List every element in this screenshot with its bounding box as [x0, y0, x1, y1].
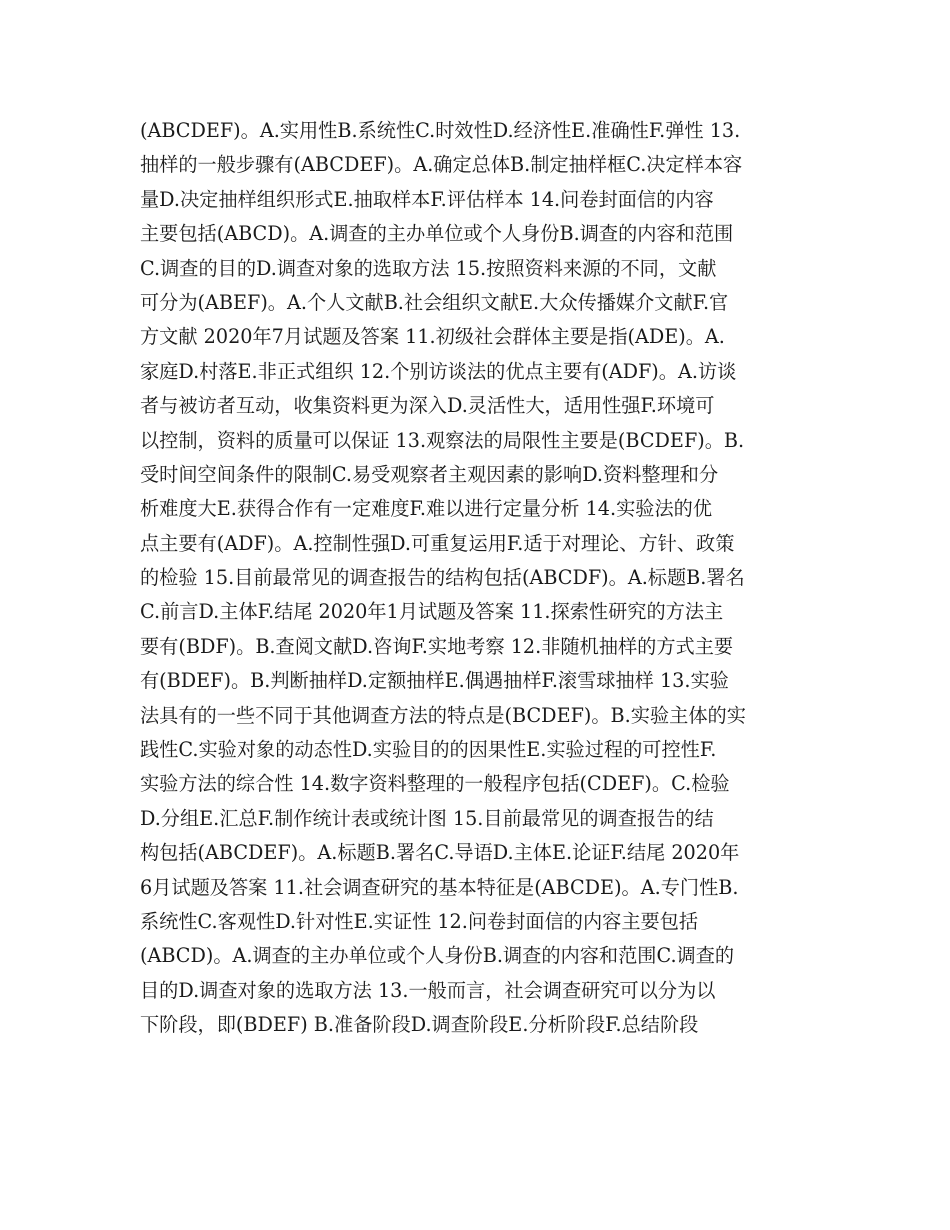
- text-line: 方文献 2020年7月试题及答案 11.初级社会群体主要是指(ADE)。A.: [140, 325, 725, 349]
- text-line: 6月试题及答案 11.社会调查研究的基本特征是(ABCDE)。A.专门性B.: [140, 875, 739, 899]
- text-line: 的检验 15.目前最常见的调查报告的结构包括(ABCDF)。A.标题B.署名: [140, 566, 745, 590]
- text-line: 可分为(ABEF)。A.个人文献B.社会组织文献E.大众传播媒介文献F.官: [140, 290, 729, 314]
- text-line: 有(BDEF)。B.判断抽样D.定额抽样E.偶遇抽样F.滚雪球抽样 13.实验: [140, 669, 729, 693]
- text-line: 下阶段，即(BDEF) B.准备阶段D.调查阶段E.分析阶段F.总结阶段: [140, 1013, 699, 1037]
- text-line: 实验方法的综合性 14.数字资料整理的一般程序包括(CDEF)。C.检验: [140, 772, 730, 796]
- text-line: 系统性C.客观性D.针对性E.实证性 12.问卷封面信的内容主要包括: [140, 909, 699, 933]
- text-line: 以控制，资料的质量可以保证 13.观察法的局限性主要是(BCDEF)。B.: [140, 428, 745, 452]
- body-text: [140, 114, 820, 1043]
- text-line: C.调查的目的D.调查对象的选取方法 15.按照资料来源的不同，文献: [140, 256, 717, 280]
- text-line: 践性C.实验对象的动态性D.实验目的的因果性E.实验过程的可控性F.: [140, 738, 717, 762]
- text-line: 量D.决定抽样组织形式E.抽取样本F.评估样本 14.问卷封面信的内容: [140, 187, 714, 211]
- text-line: D.分组E.汇总F.制作统计表或统计图 15.目前最常见的调查报告的结: [140, 806, 714, 830]
- text-line: 法具有的一些不同于其他调查方法的特点是(BCDEF)。B.实验主体的实: [140, 703, 746, 727]
- text-line: 析难度大E.获得合作有一定难度F.难以进行定量分析 14.实验法的优: [140, 497, 713, 521]
- text-line: 目的D.调查对象的选取方法 13.一般而言，社会调查研究可以分为以: [140, 978, 716, 1002]
- text-line: 抽样的一般步骤有(ABCDEF)。A.确定总体B.制定抽样框C.决定样本容: [140, 153, 743, 177]
- text-line: 点主要有(ADF)。A.控制性强D.可重复运用F.适于对理论、方针、政策: [140, 531, 735, 555]
- text-line: 构包括(ABCDEF)。A.标题B.署名C.导语D.主体E.论证F.结尾 2020年: [140, 841, 740, 865]
- text-line: (ABCD)。A.调查的主办单位或个人身份B.调查的内容和范围C.调查的: [140, 944, 735, 968]
- text-line: 受时间空间条件的限制C.易受观察者主观因素的影响D.资料整理和分: [140, 462, 719, 486]
- text-line: 主要包括(ABCD)。A.调查的主办单位或个人身份B.调查的内容和范围: [140, 222, 734, 246]
- text-line: 家庭D.村落E.非正式组织 12.个别访谈法的优点主要有(ADF)。A.访谈: [140, 359, 737, 383]
- text-line: 要有(BDF)。B.查阅文献D.咨询F.实地考察 12.非随机抽样的方式主要: [140, 634, 734, 658]
- text-line: C.前言D.主体F.结尾 2020年1月试题及答案 11.探索性研究的方法主: [140, 600, 724, 624]
- text-line: 者与被访者互动，收集资料更为深入D.灵活性大，适用性强F.环境可: [140, 394, 715, 418]
- text-line: (ABCDEF)。A.实用性B.系统性C.时效性D.经济性E.准确性F.弹性 13.: [140, 119, 741, 142]
